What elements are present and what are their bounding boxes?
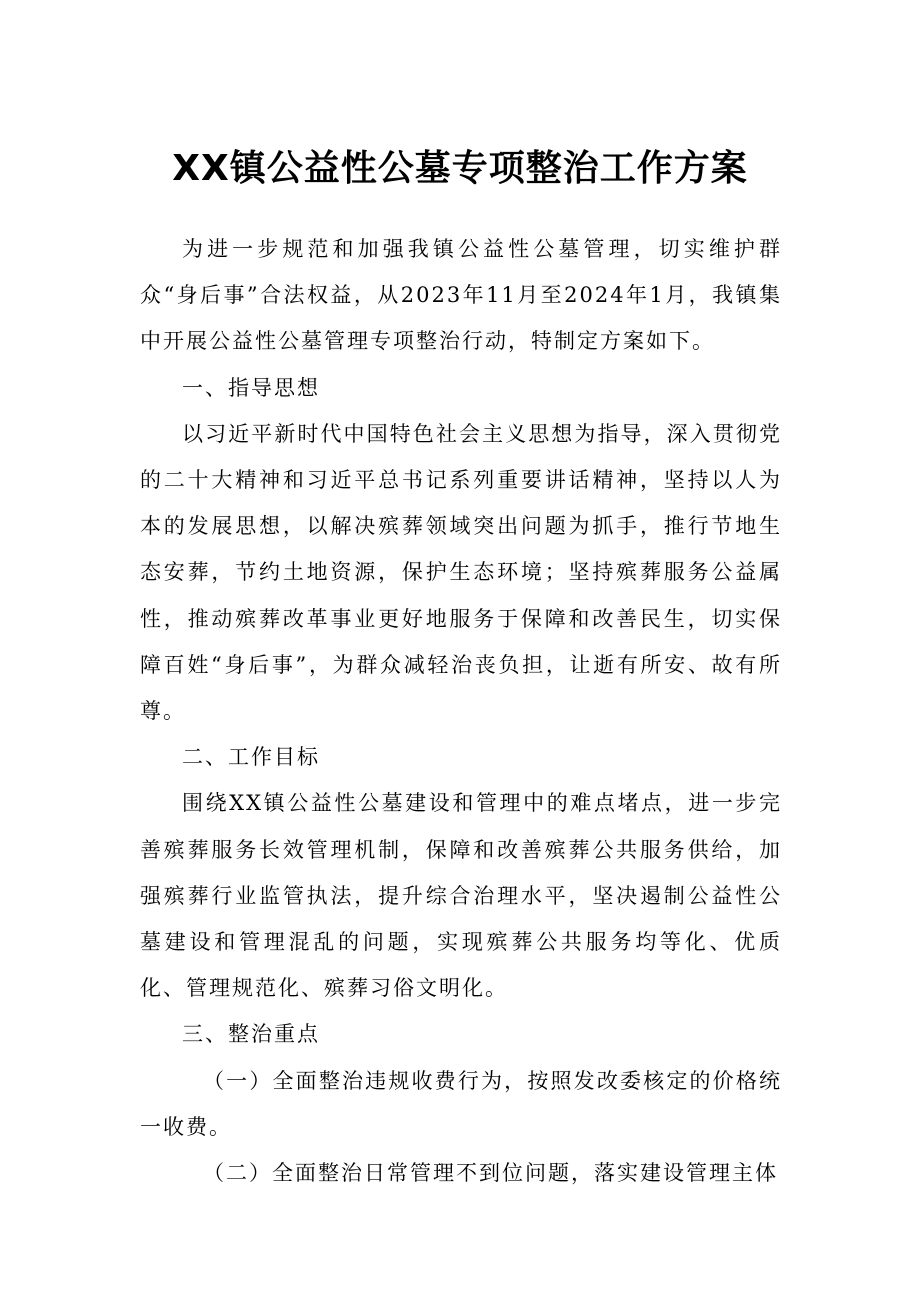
section-body-work-goals: 围绕XX镇公益性公墓建设和管理中的难点堵点，进一步完善殡葬服务长效管理机制，保障和改善殡葬公共服务供给，加强殡葬行业监管执法，提升综合治理水平，坚决遏制公益性公墓建设和管理混乱的问题，实现殡葬公共服务均等化、优质化、管理规范化、殡葬习俗文明化。 — [140, 791, 782, 1001]
document-title: XX镇公益性公墓专项整治工作方案 — [172, 148, 748, 190]
section-heading-guiding-thought: 一、指导思想 — [182, 375, 320, 400]
focus-item-daily-management: （二）全面整治日常管理不到位问题，落实建设管理主体 — [203, 1161, 778, 1186]
section-heading-work-goals: 二、工作目标 — [182, 745, 320, 770]
document-body — [140, 226, 782, 1196]
focus-item-fees: （一）全面整治违规收费行为，按照发改委核定的价格统一收费。 — [140, 1068, 782, 1139]
section-body-guiding-thought: 以习近平新时代中国特色社会主义思想为指导，深入贯彻党的二十大精神和习近平总书记系列重要讲话精神，坚持以人为本的发展思想，以解决殡葬领域突出问题为抓手，推行节地生态安葬，节约土地资源，保护生态环境；坚持殡葬服务公益属性，推动殡葬改革事业更好地服务于保障和改善民生，切实保障百姓“身后事”，为群众减轻治丧负担，让逝有所安、故有所尊。 — [140, 421, 782, 724]
section-heading-rectification-focus: 三、整治重点 — [182, 1022, 320, 1047]
intro-paragraph: 为进一步规范和加强我镇公益性公墓管理，切实维护群众“身后事”合法权益，从2023年11月至2024年1月，我镇集中开展公益性公墓管理专项整治行动，特制定方案如下。 — [140, 237, 782, 354]
